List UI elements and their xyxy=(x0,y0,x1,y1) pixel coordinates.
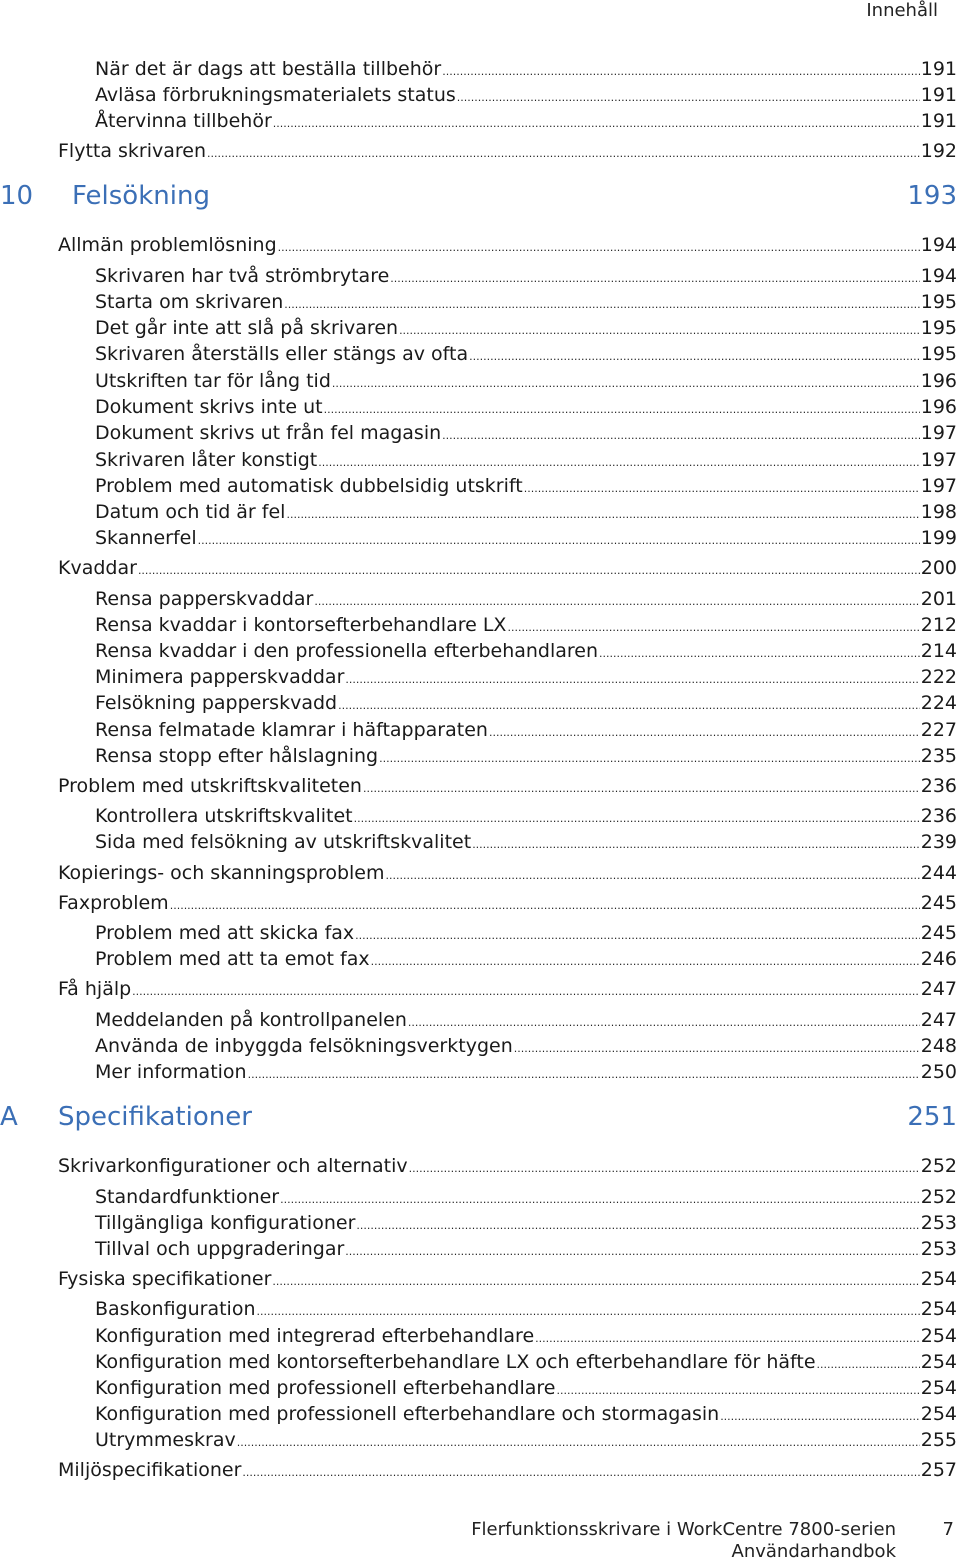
chapter-title: Specifikationer xyxy=(58,1102,252,1132)
toc-entry-title: Fysiska specifikationer xyxy=(58,1268,272,1290)
toc-entry-page: 199 xyxy=(920,527,957,549)
toc-entry-title: Allmän problemlösning xyxy=(58,234,277,256)
toc-entry[interactable] xyxy=(95,263,957,289)
toc-entry-title: Konfiguration med integrerad efterbehandlare xyxy=(95,1325,535,1347)
toc-entry-page: 254 xyxy=(920,1403,957,1425)
toc-entry-page: 236 xyxy=(920,775,957,797)
toc-entry[interactable] xyxy=(58,232,957,258)
toc-entry-title: Sida med felsökning av utskriftskvalitet xyxy=(95,831,472,853)
toc-entry-page: 246 xyxy=(920,948,957,970)
toc-entry-title: Problem med att ta emot fax xyxy=(95,948,370,970)
leader-dots xyxy=(386,863,920,889)
toc-entry[interactable] xyxy=(95,1401,957,1427)
toc-entry-page: 227 xyxy=(920,719,957,741)
toc-entry-page: 250 xyxy=(920,1061,957,1083)
leader-dots xyxy=(442,423,920,449)
leader-dots xyxy=(278,235,920,261)
toc-entry-title: Felsökning papperskvadd xyxy=(95,692,338,714)
toc-entry-title: Konfiguration med kontorsefterbehandlare LX och efterbehandlare för häfte xyxy=(95,1351,816,1373)
leader-dots xyxy=(207,141,920,167)
toc-entry-page: 224 xyxy=(920,692,957,714)
toc-entry-title: Konfiguration med professionell efterbehandlare xyxy=(95,1377,556,1399)
toc-entry-title: Faxproblem xyxy=(58,892,169,914)
chapter-page: 251 xyxy=(907,1102,957,1132)
toc-entry[interactable] xyxy=(95,1184,957,1210)
toc-entry[interactable] xyxy=(95,108,957,134)
toc-entry[interactable] xyxy=(95,289,957,315)
toc-entry-title: Rensa papperskvaddar xyxy=(95,588,314,610)
toc-entry-title: Flytta skrivaren xyxy=(58,140,207,162)
toc-entry[interactable] xyxy=(95,946,957,972)
toc-entry-page: 191 xyxy=(920,58,957,80)
toc-entry[interactable] xyxy=(95,743,957,769)
leader-dots xyxy=(345,1239,919,1265)
toc-entry-title: Kvaddar xyxy=(58,557,137,579)
toc-entry[interactable] xyxy=(95,1323,957,1349)
leader-dots xyxy=(248,1062,920,1088)
toc-entry[interactable] xyxy=(58,860,957,886)
toc-entry[interactable] xyxy=(58,1266,957,1292)
chapter-number: 10 xyxy=(0,181,34,211)
footer-guide-name: Användarhandbok xyxy=(731,1541,896,1562)
toc-entry[interactable] xyxy=(95,315,957,341)
toc-entry-page: 253 xyxy=(920,1212,957,1234)
toc-entry-title: Problem med utskriftskvaliteten xyxy=(58,775,362,797)
toc-entry[interactable] xyxy=(95,499,957,525)
toc-entry[interactable] xyxy=(95,664,957,690)
toc-entry-page: 194 xyxy=(920,265,957,287)
leader-dots xyxy=(338,693,920,719)
toc-entry[interactable] xyxy=(95,1349,957,1375)
toc-entry-page: 191 xyxy=(920,84,957,106)
toc-entry[interactable] xyxy=(95,1236,957,1262)
toc-entry[interactable] xyxy=(95,612,957,638)
leader-dots xyxy=(379,746,920,772)
toc-entry-page: 201 xyxy=(920,588,957,610)
toc-entry-title: Standardfunktioner xyxy=(95,1186,280,1208)
toc-entry-page: 197 xyxy=(920,475,957,497)
toc-entry-page: 197 xyxy=(920,449,957,471)
toc-entry-page: 244 xyxy=(920,862,957,884)
toc-entry[interactable] xyxy=(95,717,957,743)
toc-entry-page: 254 xyxy=(920,1268,957,1290)
leader-dots xyxy=(138,558,920,584)
toc-entry-page: 196 xyxy=(920,370,957,392)
toc-entry-title: Problem med automatisk dubbelsidig utskrift xyxy=(95,475,523,497)
toc-entry-title: Skannerfel xyxy=(95,527,197,549)
toc-entry-page: 247 xyxy=(920,978,957,1000)
toc-entry-title: Skrivarkonfigurationer och alternativ xyxy=(58,1155,408,1177)
leader-dots xyxy=(132,979,920,1005)
toc-entry-title: Det går inte att slå på skrivaren xyxy=(95,317,399,339)
toc-entry-title: Starta om skrivaren xyxy=(95,291,284,313)
toc-entry-page: 236 xyxy=(920,805,957,827)
toc-entry-title: Problem med att skicka fax xyxy=(95,922,355,944)
toc-entry-page: 252 xyxy=(920,1155,957,1177)
toc-entry-page: 245 xyxy=(920,892,957,914)
toc-entry[interactable] xyxy=(95,690,957,716)
toc-entry-title: Miljöspecifikationer xyxy=(58,1459,242,1481)
toc-entry[interactable] xyxy=(58,138,957,164)
toc-entry-page: 254 xyxy=(920,1325,957,1347)
leader-dots xyxy=(472,832,920,858)
toc-entry-page: 191 xyxy=(920,110,957,132)
toc-entry-title: När det är dags att beställa tillbehör xyxy=(95,58,442,80)
toc-entry-title: Meddelanden på kontrollpanelen xyxy=(95,1009,407,1031)
toc-entry[interactable] xyxy=(95,341,957,367)
toc-entry[interactable] xyxy=(95,394,957,420)
toc-entry-page: 235 xyxy=(920,745,957,767)
toc-entry[interactable] xyxy=(95,473,957,499)
toc-entry-title: Kopierings- och skanningsproblem xyxy=(58,862,385,884)
toc-entry[interactable] xyxy=(95,1059,957,1085)
toc-entry-page: 254 xyxy=(920,1298,957,1320)
page-number: 7 xyxy=(942,1519,954,1540)
toc-entry[interactable] xyxy=(95,1375,957,1401)
running-header: Innehåll xyxy=(866,0,938,21)
leader-dots xyxy=(242,1460,919,1486)
toc-entry-title: Använda de inbyggda felsökningsverktygen xyxy=(95,1035,513,1057)
chapter-number: A xyxy=(0,1102,18,1132)
toc-entry-title: Avläsa förbrukningsmaterialets status xyxy=(95,84,456,106)
toc-entry-title: Få hjälp xyxy=(58,978,132,1000)
toc-entry[interactable] xyxy=(58,555,957,581)
toc-entry[interactable] xyxy=(95,1007,957,1033)
toc-entry-title: Utskriften tar för lång tid xyxy=(95,370,331,392)
toc-entry-title: Datum och tid är fel xyxy=(95,501,286,523)
toc-entry[interactable] xyxy=(58,1153,957,1179)
footer-product-name: Flerfunktionsskrivare i WorkCentre 7800-serien xyxy=(471,1519,896,1540)
toc-entry[interactable] xyxy=(95,586,957,612)
toc-entry-page: 194 xyxy=(920,234,957,256)
leader-dots xyxy=(469,344,920,370)
toc-entry-page: 197 xyxy=(920,422,957,444)
toc-entry-title: Skrivaren har två strömbrytare xyxy=(95,265,390,287)
toc-entry-page: 222 xyxy=(920,666,957,688)
toc-entry-title: Utrymmeskrav xyxy=(95,1429,236,1451)
toc-entry-title: Dokument skrivs ut från fel magasin xyxy=(95,422,442,444)
leader-dots xyxy=(257,1299,920,1325)
toc-entry-page: 192 xyxy=(920,140,957,162)
leader-dots xyxy=(363,776,920,802)
toc-entry[interactable] xyxy=(58,773,957,799)
toc-entry-title: Skrivaren låter konstigt xyxy=(95,449,318,471)
toc-entry-title: Dokument skrivs inte ut xyxy=(95,396,323,418)
toc-entry-page: 239 xyxy=(920,831,957,853)
leader-dots xyxy=(198,528,920,554)
toc-entry-title: Minimera papperskvaddar xyxy=(95,666,345,688)
toc-entry-page: 254 xyxy=(920,1377,957,1399)
chapter-page: 193 xyxy=(907,181,957,211)
toc-entry-title: Rensa stopp efter hålslagning xyxy=(95,745,379,767)
toc-entry-page: 212 xyxy=(920,614,957,636)
leader-dots xyxy=(272,1269,919,1295)
leader-dots xyxy=(237,1430,920,1456)
toc-entry-page: 253 xyxy=(920,1238,957,1260)
toc-entry-page: 252 xyxy=(920,1186,957,1208)
chapter-heading[interactable] xyxy=(0,1100,957,1134)
chapter-heading[interactable] xyxy=(0,179,957,213)
chapter-title: Felsökning xyxy=(72,181,210,211)
toc-entry-title: Rensa felmatade klamrar i häftapparaten xyxy=(95,719,488,741)
toc-entry-page: 214 xyxy=(920,640,957,662)
toc-entry-title: Mer information xyxy=(95,1061,247,1083)
toc-entry[interactable] xyxy=(95,447,957,473)
toc-entry-page: 254 xyxy=(920,1351,957,1373)
leader-dots xyxy=(409,1156,920,1182)
toc-entry[interactable] xyxy=(58,976,957,1002)
toc-entry[interactable] xyxy=(95,803,957,829)
toc-entry[interactable] xyxy=(95,525,957,551)
toc-entry-title: Tillval och uppgraderingar xyxy=(95,1238,345,1260)
toc-entry-page: 247 xyxy=(920,1009,957,1031)
toc-entry-title: Återvinna tillbehör xyxy=(95,110,272,132)
toc-entry[interactable] xyxy=(95,1427,957,1453)
toc-entry-title: Baskonfiguration xyxy=(95,1298,256,1320)
toc-entry-title: Rensa kvaddar i den professionella efterbehandlaren xyxy=(95,640,599,662)
toc-entry[interactable] xyxy=(95,920,957,946)
toc-entry[interactable] xyxy=(95,56,957,82)
toc-entry-page: 248 xyxy=(920,1035,957,1057)
toc-entry-page: 257 xyxy=(920,1459,957,1481)
leader-dots xyxy=(170,893,920,919)
toc-entry-title: Rensa kvaddar i kontorsefterbehandlare LX xyxy=(95,614,507,636)
leader-dots xyxy=(371,949,920,975)
toc-entry[interactable] xyxy=(95,829,957,855)
leader-dots xyxy=(273,111,920,137)
toc-entry[interactable] xyxy=(95,638,957,664)
toc-entry-page: 255 xyxy=(920,1429,957,1451)
toc-entry[interactable] xyxy=(95,1210,957,1236)
toc-entry-page: 200 xyxy=(920,557,957,579)
toc-entry-page: 198 xyxy=(920,501,957,523)
toc-entry[interactable] xyxy=(95,420,957,446)
toc-entry[interactable] xyxy=(95,82,957,108)
toc-entry[interactable] xyxy=(95,1296,957,1322)
toc-entry-page: 195 xyxy=(920,343,957,365)
toc-entry[interactable] xyxy=(95,368,957,394)
toc-entry-title: Kontrollera utskriftskvalitet xyxy=(95,805,353,827)
toc-entry[interactable] xyxy=(58,890,957,916)
toc-entry-page: 245 xyxy=(920,922,957,944)
toc-entry-page: 195 xyxy=(920,317,957,339)
toc-entry-page: 195 xyxy=(920,291,957,313)
toc-entry-title: Tillgängliga konfigurationer xyxy=(95,1212,356,1234)
toc-entry-page: 196 xyxy=(920,396,957,418)
toc-entry[interactable] xyxy=(58,1457,957,1483)
toc-entry[interactable] xyxy=(95,1033,957,1059)
toc-entry-title: Skrivaren återställs eller stängs av ofta xyxy=(95,343,469,365)
toc-entry-title: Konfiguration med professionell efterbehandlare och stormagasin xyxy=(95,1403,720,1425)
